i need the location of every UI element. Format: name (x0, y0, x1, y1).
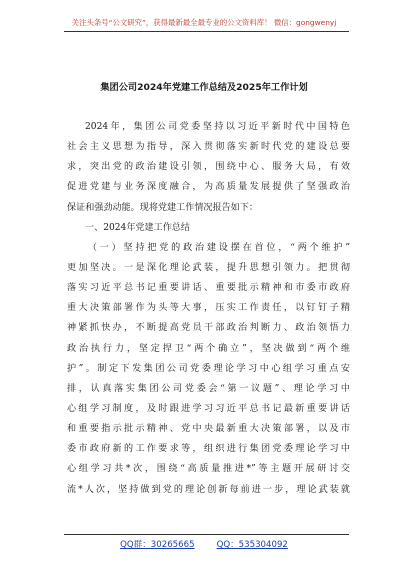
paragraph-line: 神紧抓快办，不断提高党员干部政治判断力、政治领悟力 (67, 323, 350, 334)
paragraph-line: 排，认真落实集团公司党委会“第一议题”、理论学习中 (67, 383, 350, 394)
header-divider (64, 31, 349, 32)
paragraph-line: 更加坚决。一是深化理论武装，提升思想引领力。把贯彻 (67, 262, 350, 273)
paragraph-line: 落实习近平总书记重要讲话、重要批示精神和市委市政府 (67, 283, 350, 294)
paragraph-line: 促进党建与业务深度融合，为高质量发展提供了坚强政治 (67, 182, 350, 193)
paragraph-line: （一）坚持把党的政治建设摆在首位，“两个维护” (85, 242, 350, 253)
paragraph-line: 重大决策部署作为头等大事，压实工作责任，以钉钉子精 (67, 303, 350, 314)
paragraph-line: 心组学习共*次，围绕“高质量推进*”等主题开展研讨交 (67, 464, 350, 475)
paragraph-line: 和重要指示批示精神、党中央最新重大决策部署，以及市 (67, 424, 350, 435)
paragraph-line: 保证和强劲动能。现将党建工作情况报告如下： (67, 202, 258, 213)
footer-divider (64, 534, 349, 535)
footer-contact (0, 538, 408, 550)
paragraph-line: 2024年，集团公司党委坚持以习近平新时代中国特色 (85, 122, 350, 132)
footer-qq: QQ：535304092 (216, 540, 288, 550)
footer-qq-group: QQ群：30265665 (120, 540, 195, 550)
section-heading: 一、2024年党建工作总结 (85, 222, 190, 233)
paragraph-line: 政治执行力，坚定捍卫“两个确立”，坚决做到“两个维 (67, 343, 350, 354)
paragraph-line: 社会主义思想为指导，深入贯彻落实新时代党的建设总要 (67, 142, 350, 153)
document-body (67, 117, 350, 500)
paragraph-line: 委市政府新的工作要求等，组织进行集团党委理论学习中 (67, 444, 350, 455)
paragraph-line: 心组学习制度，及时跟进学习习近平总书记最新重要讲话 (67, 403, 350, 414)
paragraph-line: 求，突出党的政治建设引领，围绕中心、服务大局，有效 (67, 162, 350, 173)
paragraph-line: 护”。制定下发集团公司党委理论学习中心组学习重点安 (67, 363, 350, 374)
header-banner: 关注头条号“公文研究”，获得最新最全最专业的公文资料库！ 微信：gongwenyj (71, 18, 337, 27)
paragraph-line: 流*人次，坚持做到党的理论创新每前进一步，理论武装就 (67, 484, 350, 495)
document-title: 集团公司2024年党建工作总结及2025年工作计划 (100, 82, 308, 93)
